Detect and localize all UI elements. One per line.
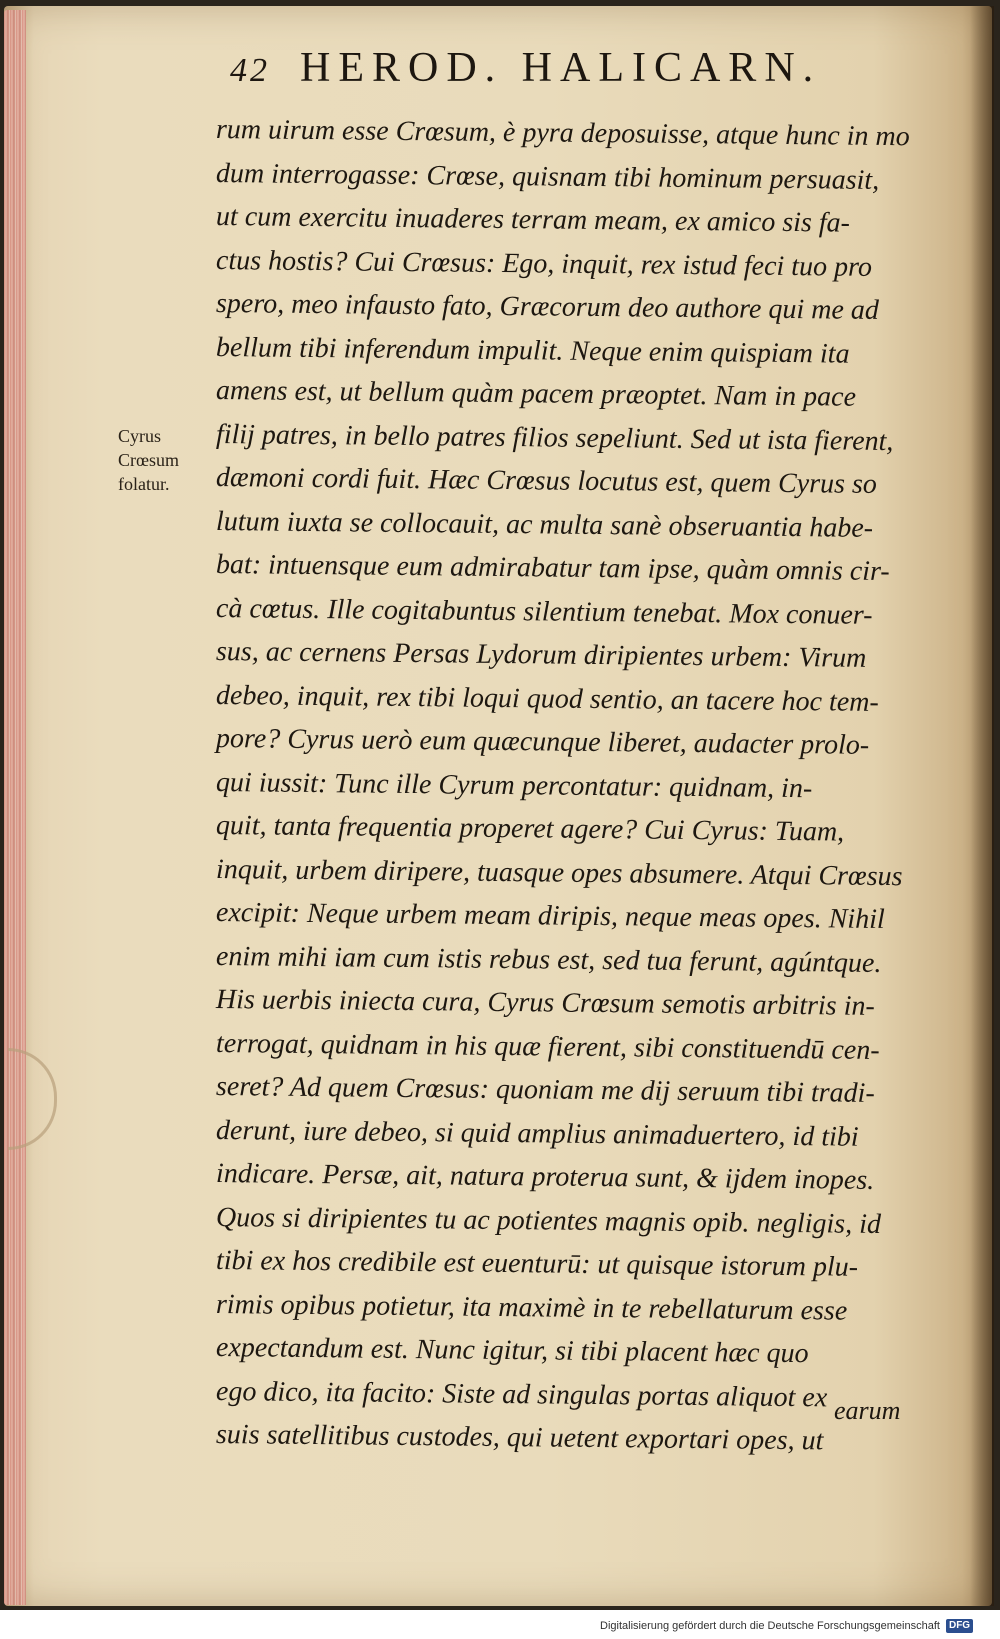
- text-line: indicare. Persæ, ait, natura proterua sunt, & ijdem inopes.: [215, 1158, 875, 1196]
- text-line: amens est, ut bellum quàm pacem præoptet. Nam in pace: [215, 375, 857, 413]
- running-head: HEROD. HALICARN.: [300, 45, 822, 91]
- page-header: [230, 44, 910, 92]
- dfg-logo-icon: DFG: [946, 1619, 973, 1633]
- text-line: enim mihi iam cum istis rebus est, sed tua ferunt, agúntque.: [215, 940, 882, 979]
- text-line: dum interrogasse: Crœse, quisnam tibi hominum persuasit,: [215, 157, 880, 196]
- text-line: ctus hostis? Cui Crœsus: Ego, inquit, rex istud feci tuo pro: [215, 244, 873, 283]
- marginal-note: [118, 424, 216, 496]
- text-line: derunt, iure debeo, si quid amplius animaduertero, id tibi: [215, 1114, 859, 1153]
- text-line: rum uirum esse Crœsum, è pyra deposuisse, atque hunc in mo: [215, 114, 910, 153]
- text-line: His uerbis iniecta cura, Cyrus Crœsum semotis arbitris in-: [215, 984, 875, 1022]
- text-line: terrogat, quidnam in his quæ fierent, sibi constituendū cen-: [215, 1027, 880, 1066]
- text-line: rimis opibus potietur, ita maximè in te rebellaturum esse: [215, 1288, 848, 1327]
- marginal-note-line: Crœsum: [118, 450, 180, 470]
- text-line: dæmoni cordi fuit. Hæc Crœsus locutus est, quem Cyrus so: [215, 462, 878, 500]
- text-line: ut cum exercitu inuaderes terram meam, ex amico sis fa-: [215, 201, 851, 239]
- text-line: pore? Cyrus uerò eum quæcunque liberet, audacter prolo-: [215, 723, 870, 761]
- text-line: ego dico, ita facito: Siste ad singulas portas aliquot ex: [215, 1375, 828, 1413]
- text-line: sus, ac cernens Persas Lydorum diripientes urbem: Virum: [215, 636, 867, 674]
- text-line: inquit, urbem diripere, tuasque opes absumere. Atqui Crœsus: [215, 853, 903, 892]
- text-line: qui iussit: Tunc ille Cyrum percontatur: quidnam, in-: [215, 766, 813, 804]
- text-line: quit, tanta frequentia properet agere? Cui Cyrus: Tuam,: [215, 810, 845, 848]
- marginal-note-line: Cyrus: [118, 426, 162, 446]
- text-line: expectandum est. Nunc igitur, si tibi placent hæc quo: [215, 1332, 809, 1370]
- page-fore-edge: [4, 10, 26, 1605]
- text-line: Quos si diripientes tu ac potientes magnis opib. negligis, id: [215, 1201, 882, 1240]
- text-line: debeo, inquit, rex tibi loqui quod sentio, an tacere hoc tem-: [215, 679, 879, 718]
- text-line: cà cœtus. Ille cogitabuntus silentium tenebat. Mox conuer-: [215, 592, 873, 631]
- body-text: [216, 108, 942, 1457]
- gutter-shadow: [970, 6, 994, 1606]
- marginal-note-line: folatur.: [118, 474, 170, 494]
- text-line: excipit: Neque urbem meam diripis, neque meas opes. Nihil: [215, 897, 885, 936]
- footer-credit: [600, 1616, 973, 1636]
- text-line: seret? Ad quem Crœsus: quoniam me dij seruum tibi tradi-: [215, 1071, 875, 1109]
- text-line: filij patres, in bello patres filios sepeliunt. Sed ut ista fierent,: [215, 418, 894, 457]
- catchword: earum: [834, 1396, 901, 1425]
- text-line: spero, meo infausto fato, Græcorum deo authore qui me ad: [215, 288, 880, 326]
- text-line: bat: intuensque eum admirabatur tam ipse, quàm omnis cir-: [215, 549, 890, 588]
- text-line: lutum iuxta se collocauit, ac multa sanè obseruantia habe-: [215, 505, 874, 544]
- page-number: 42: [230, 52, 270, 89]
- footer-text: Digitalisierung gefördert durch die Deutsche Forschungsgemeinschaft: [600, 1620, 940, 1632]
- text-line: bellum tibi inferendum impulit. Neque enim quispiam ita: [215, 331, 850, 370]
- text-line: tibi ex hos credibile est euenturū: ut quisque istorum plu-: [215, 1245, 859, 1283]
- text-line: suis satellitibus custodes, qui uetent exportari opes, ut: [215, 1419, 824, 1457]
